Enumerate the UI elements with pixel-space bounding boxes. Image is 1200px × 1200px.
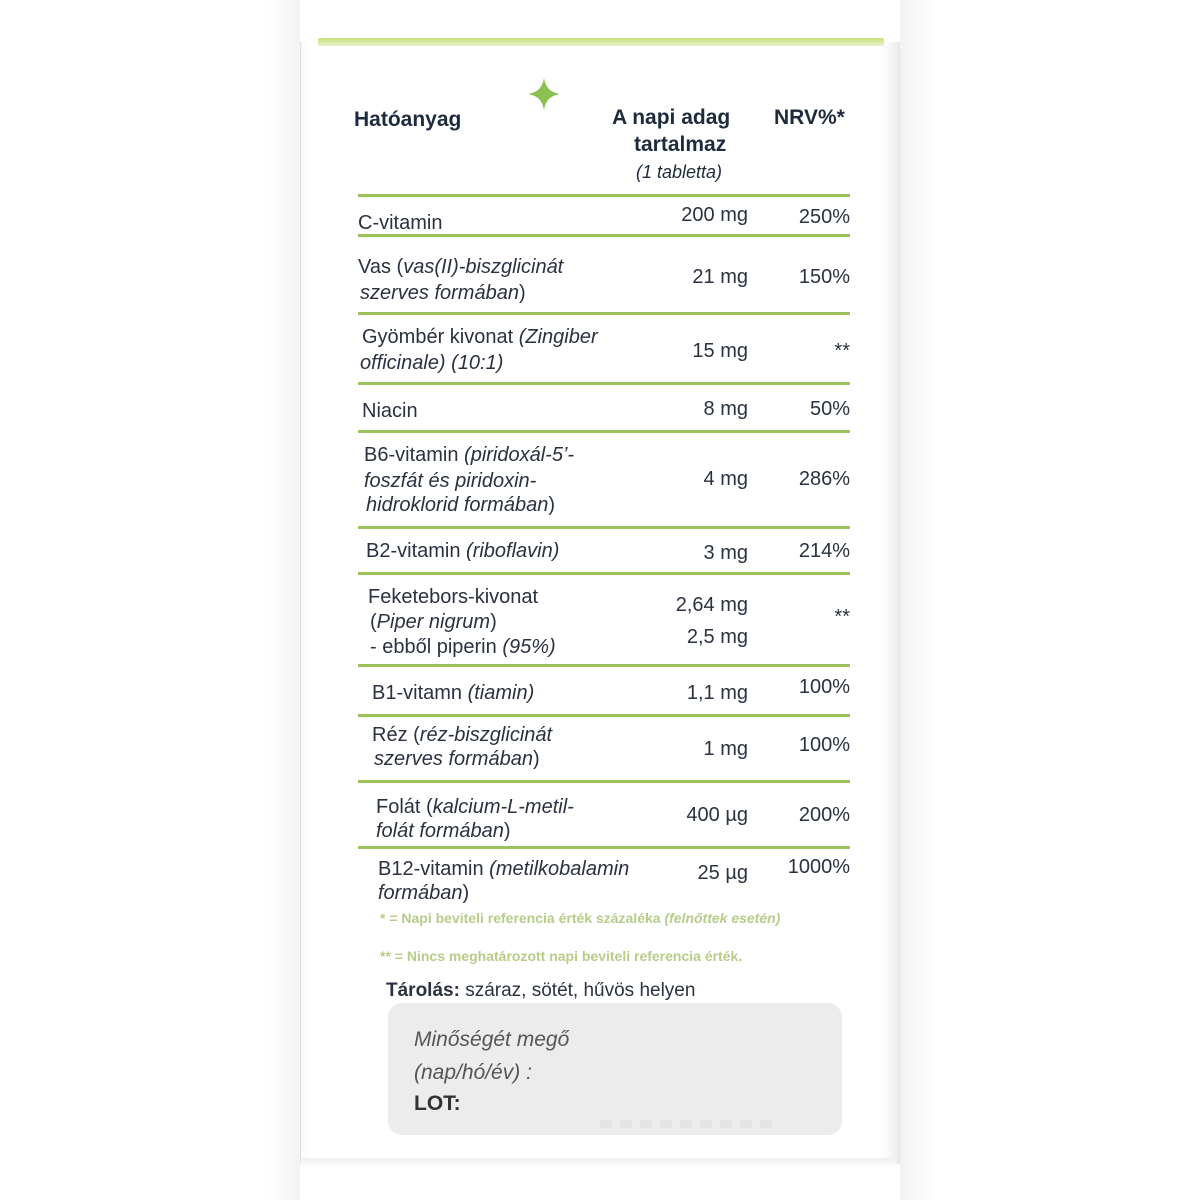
table-row xyxy=(358,718,850,778)
nrv-value: 286% xyxy=(798,468,850,490)
ingredient-name: Gyömbér kivonat (Zingiber xyxy=(362,326,598,348)
amount: 4 mg xyxy=(703,468,748,490)
amount: 3 mg xyxy=(703,542,748,564)
divider xyxy=(358,312,850,315)
best-before-label: Minőségét megő xyxy=(414,1028,570,1051)
ingredient-name: Réz (réz-biszglicinát xyxy=(372,724,553,746)
table-row xyxy=(358,576,850,662)
divider xyxy=(358,234,850,237)
divider xyxy=(358,572,850,575)
table-row xyxy=(358,386,850,428)
table-row xyxy=(358,530,850,570)
divider xyxy=(358,780,850,783)
ingredient-name-line2: foszfát és piridoxin- xyxy=(364,470,537,492)
nrv-value: ** xyxy=(834,340,850,362)
ingredient-name: Feketebors-kivonat xyxy=(368,586,539,608)
divider xyxy=(358,430,850,433)
nrv-value: 200% xyxy=(798,804,850,826)
ingredient-name-line2: szerves formában) xyxy=(374,748,540,770)
ingredient-name: Niacin xyxy=(362,400,418,422)
header-amount-line2: tartalmaz xyxy=(634,133,727,156)
table-row xyxy=(358,668,850,710)
divider xyxy=(358,714,850,717)
nrv-value: ** xyxy=(834,606,850,628)
footnote-no-nrv: ** = Nincs meghatározott napi beviteli referencia érték. xyxy=(380,948,743,964)
amount: 1,1 mg xyxy=(686,682,748,704)
storage-info: Tárolás: száraz, sötét, hűvös helyen xyxy=(386,980,696,1001)
nrv-value: 250% xyxy=(798,206,850,228)
amount: 400 µg xyxy=(686,804,748,826)
ingredient-name-line3: hidroklorid formában) xyxy=(366,494,555,516)
ingredient-name: B12-vitamin (metilkobalamin xyxy=(378,858,630,880)
header-ingredient: Hatóanyag xyxy=(354,108,462,131)
ingredient-name-line2: formában) xyxy=(378,882,470,904)
ingredient-name-line3: - ebből piperin (95%) xyxy=(370,636,556,658)
table-row xyxy=(358,240,850,310)
ingredient-name: B1-vitamn (tiamin) xyxy=(372,682,535,704)
divider xyxy=(358,526,850,529)
ingredient-name: Vas (vas(II)-biszglicinát xyxy=(358,256,564,278)
ingredient-name: B2-vitamin (riboflavin) xyxy=(366,540,560,562)
amount: 15 mg xyxy=(692,340,748,362)
box-top-edge xyxy=(318,38,884,46)
box-bottom-edge xyxy=(302,1158,896,1168)
ingredient-name-line2: folát formában) xyxy=(376,820,511,842)
ingredient-name: C-vitamin xyxy=(358,212,443,234)
amount-secondary: 2,5 mg xyxy=(686,626,748,648)
nrv-value: 150% xyxy=(798,266,850,288)
divider xyxy=(358,194,850,197)
sparkle-icon xyxy=(528,78,560,110)
ingredient-name-line2: officinale) (10:1) xyxy=(360,352,504,374)
divider xyxy=(358,846,850,849)
table-row xyxy=(358,850,850,910)
amount: 1 mg xyxy=(703,738,748,760)
footnote-nrv: * = Napi beviteli referencia érték százaléka (felnőttek esetén) xyxy=(380,910,781,926)
nrv-value: 100% xyxy=(798,676,850,698)
header-amount-line1: A napi adag xyxy=(612,106,731,129)
date-format-label: (nap/hó/év) : xyxy=(414,1061,532,1084)
table-row xyxy=(358,200,850,234)
divider xyxy=(358,382,850,385)
header-amount-line3: (1 tabletta) xyxy=(636,162,723,182)
nrv-value: 1000% xyxy=(787,856,850,878)
amount: 2,64 mg xyxy=(675,594,748,616)
header-nrv: NRV%* xyxy=(774,106,845,129)
ingredient-name: B6-vitamin (piridoxál-5’- xyxy=(364,444,575,466)
nrv-value: 50% xyxy=(809,398,850,420)
nrv-value: 100% xyxy=(798,734,850,756)
lot-label: LOT: xyxy=(414,1092,461,1115)
table-row xyxy=(358,434,850,526)
background-right xyxy=(900,0,1200,1200)
ingredient-name-line2: szerves formában) xyxy=(360,282,526,304)
background-left xyxy=(0,0,300,1200)
amount: 21 mg xyxy=(692,266,748,288)
amount: 200 mg xyxy=(681,204,748,226)
divider xyxy=(358,664,850,667)
nrv-value: 214% xyxy=(798,540,850,562)
amount: 25 µg xyxy=(697,862,748,884)
amount: 8 mg xyxy=(703,398,748,420)
ingredient-name-line2: (Piper nigrum) xyxy=(370,611,497,633)
table-row xyxy=(358,316,850,384)
table-row xyxy=(358,784,850,844)
lot-number-blurred xyxy=(600,1120,780,1128)
ingredient-name: Folát (kalcium-L-metil- xyxy=(376,796,574,818)
